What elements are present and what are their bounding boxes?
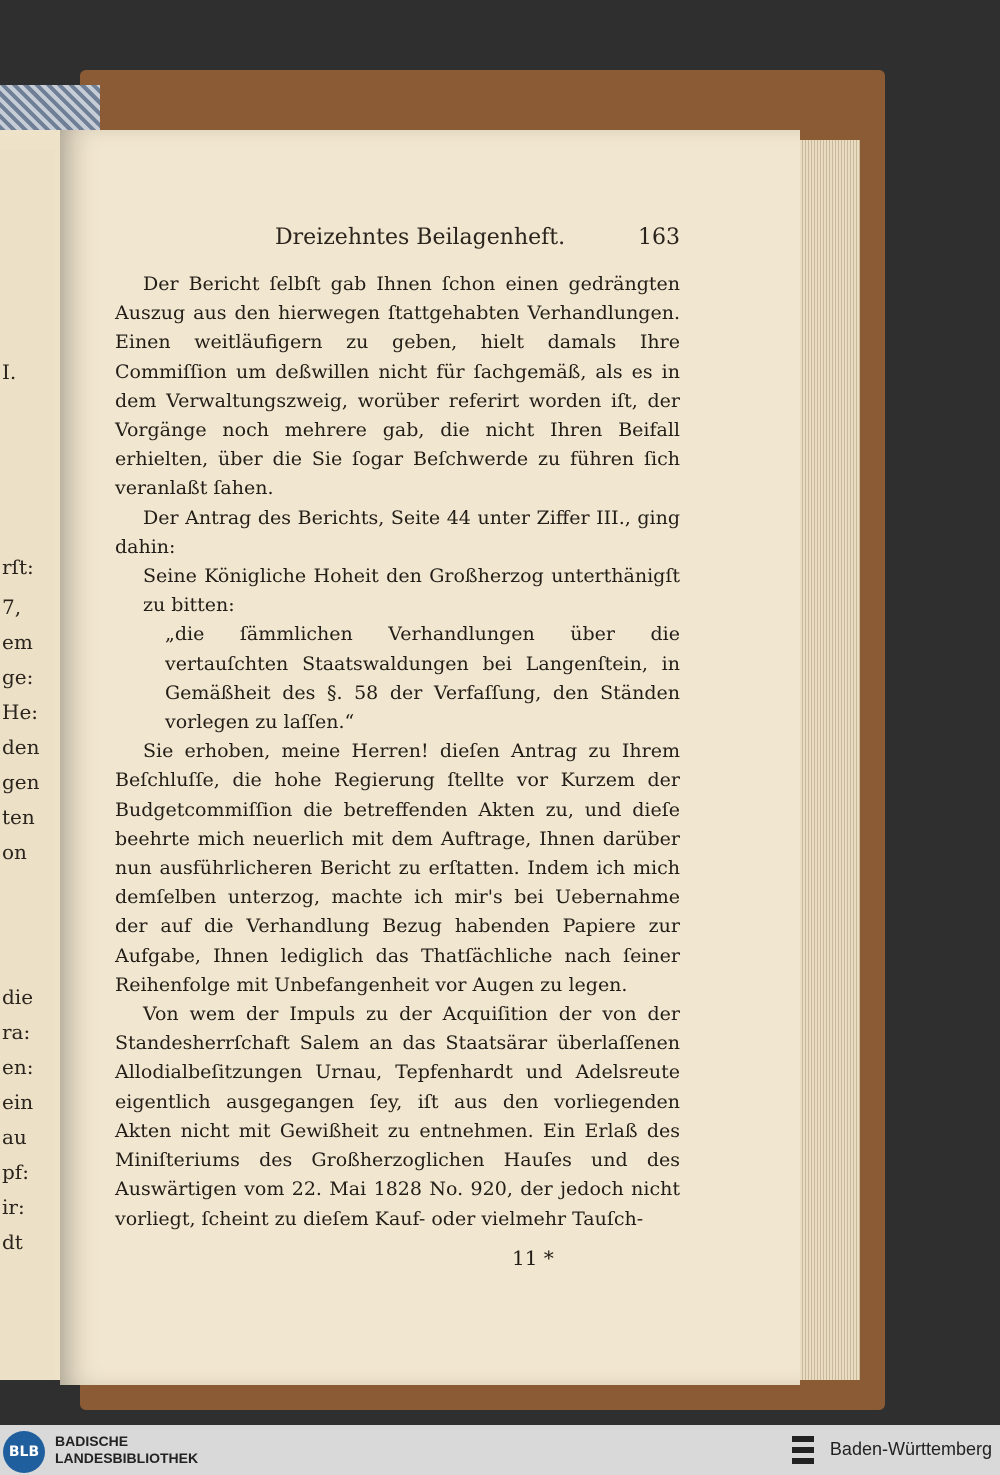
blb-logo-icon[interactable]: BLB xyxy=(3,1431,45,1473)
body-text xyxy=(115,270,680,1234)
library-name-line2: LANDESBIBLIOTHEK xyxy=(55,1450,199,1466)
paragraph: Sie erhoben, meine Herren! dieſen Antrag zu Ihrem Beſchluſſe, die hohe Regierung ſtellte vor Kurzem der Budgetcommiſſion die betreffenden Akten zu, und dieſe beehrte mich neuerlich mit dem Auftrage, Ihnen darüber nun ausführlicheren Bericht zu erſtatten. Indem ich mich demſelben unterzog, machte ich mir's bei Uebernahme der auf die Verhandlung Bezug habenden Papiere zur Aufgabe, Ihnen lediglich das Thatſächliche nach ſeiner Reihenfolge mit Unbefangenheit vor Augen zu legen. xyxy=(115,740,680,996)
margin-fragment: die xyxy=(2,985,34,1009)
paragraph: Der Antrag des Berichts, Seite 44 unter Ziffer III., ging dahin: xyxy=(115,506,680,558)
margin-fragment: dt xyxy=(2,1230,23,1254)
paragraph: Von wem der Impuls zu der Acquiſition der von der Standesherrſchaft Salem an das Staatsärar überlaſſenen Allodialbeſitzungen Urnau, Tepfenhardt und Adelsreute eigentlich ausgegangen ſey, iſt aus den vorliegenden Akten nicht mit Gewißheit zu entnehmen. Ein Erlaß des Miniſteriums des Großherzoglichen Hauſes und des Auswärtigen vom 22. Mai 1828 No. 920, der jedoch nicht vorliegt, ſcheint zu dieſem Kauf- oder vielmehr Tauſch- xyxy=(115,1003,680,1230)
state-name[interactable]: Baden-Württemberg xyxy=(829,1439,992,1459)
margin-fragment: en: xyxy=(2,1055,34,1079)
signature-mark: 11 * xyxy=(512,1246,554,1270)
margin-fragment: I. xyxy=(2,360,17,384)
footer-bar xyxy=(0,1425,1000,1475)
margin-fragment: He: xyxy=(2,700,39,724)
margin-fragment: 7, xyxy=(2,595,22,619)
margin-fragment: ten xyxy=(2,805,35,829)
margin-fragment: den xyxy=(2,735,40,759)
library-name[interactable] xyxy=(55,1433,198,1467)
margin-fragment: ein xyxy=(2,1090,34,1114)
margin-fragment: gen xyxy=(2,770,40,794)
margin-fragment: em xyxy=(2,630,33,654)
paragraph: Der Bericht ſelbſt gab Ihnen ſchon einen gedrängten Auszug aus den hierwegen ſtattgehabten Verhandlungen. Einen weitläufigern zu geben, hielt damals Ihre Commiſſion um deßwillen nicht für ſachgemäß, als es in dem Verwaltungszweig, worüber referirt worden iſt, der Vorgänge noch mehrere gab, die nicht Ihren Beifall erhielten, über die Sie ſogar Beſchwerde zu führen ſich veranlaßt ſahen. xyxy=(115,273,680,500)
baden-wuerttemberg-lions-icon xyxy=(790,1433,818,1469)
margin-fragment: au xyxy=(2,1125,27,1149)
page-number: 163 xyxy=(638,225,680,250)
margin-fragment: ra: xyxy=(2,1020,31,1044)
library-name-line1: BADISCHE xyxy=(55,1433,129,1449)
running-head-title: Dreizehntes Beilagenheft. xyxy=(275,225,566,250)
paragraph: „die ſämmlichen Verhandlungen über die vertauſchten Staatswaldungen bei Langenſtein, in Gemäßheit des §. 58 der Verfaſſung, den Ständen vorlegen zu laſſen.“ xyxy=(165,623,680,734)
margin-fragment: ir: xyxy=(2,1195,25,1219)
margin-fragment: pf: xyxy=(2,1160,29,1184)
bookmark-ribbon xyxy=(0,85,100,130)
margin-fragment: rſt: xyxy=(2,555,34,579)
margin-fragment: on xyxy=(2,840,27,864)
paragraph: Seine Königliche Hoheit den Großherzog unterthänigſt zu bitten: xyxy=(143,565,680,617)
margin-fragment: ge: xyxy=(2,665,34,689)
